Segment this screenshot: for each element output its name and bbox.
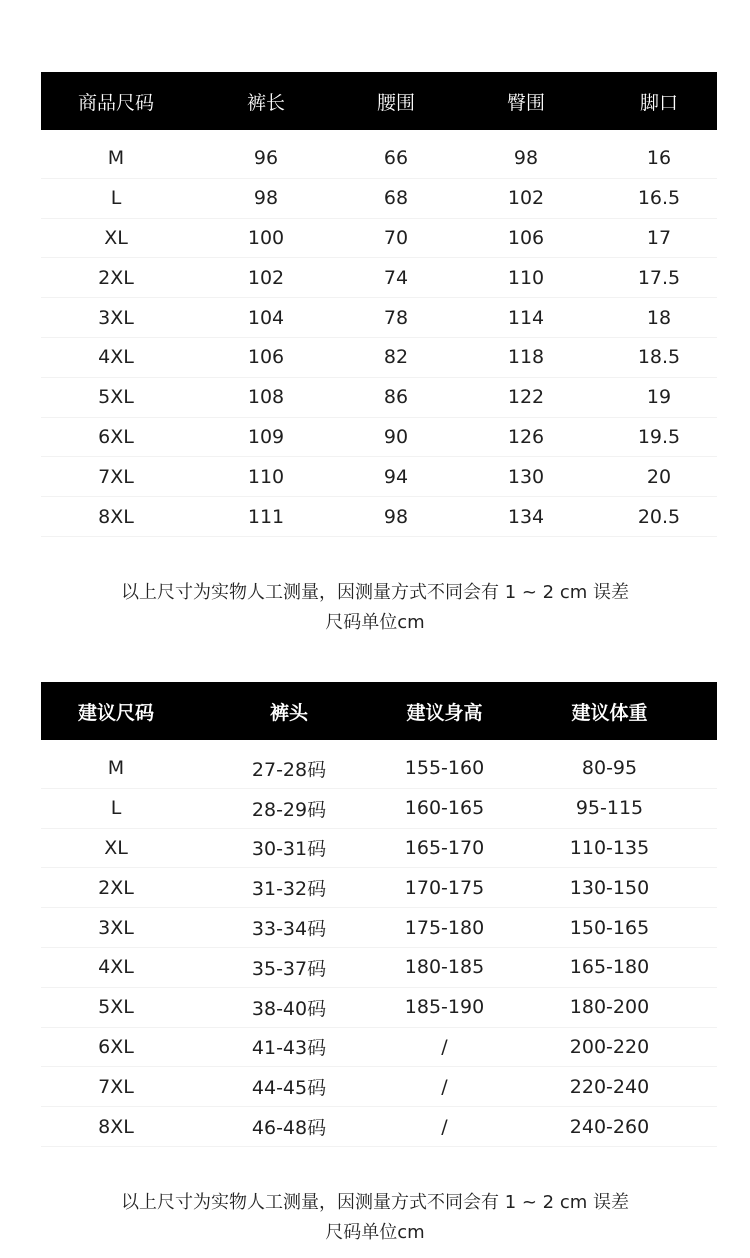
table-row [41, 418, 717, 458]
weight-cell: 165-180 [569, 956, 650, 979]
size-cell: M [107, 757, 125, 780]
leg-opening-cell: 20 [646, 465, 672, 488]
size-cell: 2XL [98, 266, 134, 289]
height-cell: 175-180 [404, 916, 485, 939]
table-row [41, 179, 717, 219]
table-row [41, 1107, 717, 1147]
pants-length-cell: 106 [247, 346, 285, 369]
leg-opening-cell: 17 [646, 226, 672, 249]
size-cell: 4XL [98, 346, 134, 369]
header-leg-opening: 脚口 [639, 91, 678, 114]
table-row [41, 497, 717, 537]
weight-cell: 150-165 [569, 916, 650, 939]
hip-cell: 134 [507, 505, 545, 528]
waist-size-cell: 46-48码 [251, 1117, 327, 1140]
size-cell: L [110, 797, 122, 820]
table-row [41, 948, 717, 988]
waist-cell: 68 [383, 187, 409, 210]
pants-length-cell: 98 [253, 187, 279, 210]
size-cell: 7XL [98, 1075, 134, 1098]
table-row [41, 378, 717, 418]
table-row [41, 789, 717, 829]
pants-length-cell: 110 [247, 465, 285, 488]
weight-cell: 80-95 [581, 757, 638, 780]
hip-cell: 106 [507, 226, 545, 249]
unit-note: 尺码单位cm [325, 1222, 425, 1243]
waist-cell: 70 [383, 226, 409, 249]
recommend-table [41, 682, 717, 1147]
weight-cell: 180-200 [569, 996, 650, 1019]
weight-cell: 110-135 [569, 836, 650, 859]
waist-cell: 78 [383, 306, 409, 329]
measurement-note: 以上尺寸为实物人工测量，因测量方式不同会有 1 ~ 2 cm 误差 [120, 1192, 630, 1213]
weight-cell: 95-115 [575, 797, 644, 820]
size-cell: 3XL [98, 916, 134, 939]
hip-cell: 98 [513, 147, 539, 170]
waist-size-cell: 33-34码 [251, 918, 327, 941]
height-cell: 155-160 [404, 757, 485, 780]
leg-opening-cell: 19.5 [637, 425, 681, 448]
table-row [41, 338, 717, 378]
header-suggested-height: 建议身高 [406, 701, 483, 724]
table-row [41, 1067, 717, 1107]
size-chart-note [0, 578, 750, 638]
measurement-note: 以上尺寸为实物人工测量，因测量方式不同会有 1 ~ 2 cm 误差 [120, 582, 630, 603]
hip-cell: 118 [507, 346, 545, 369]
recommend-header [41, 682, 717, 740]
pants-length-cell: 96 [253, 147, 279, 170]
table-row [41, 1028, 717, 1068]
hip-cell: 110 [507, 266, 545, 289]
pants-length-cell: 108 [247, 386, 285, 409]
weight-cell: 130-150 [569, 876, 650, 899]
waist-size-cell: 31-32码 [251, 878, 327, 901]
weight-cell: 240-260 [569, 1115, 650, 1138]
header-hip: 臀围 [506, 91, 545, 114]
pants-length-cell: 111 [247, 505, 285, 528]
pants-length-cell: 109 [247, 425, 285, 448]
size-cell: XL [104, 836, 128, 859]
table-row [41, 457, 717, 497]
header-pants-length: 裤长 [246, 91, 285, 114]
size-chart-table [41, 72, 717, 537]
waist-size-cell: 28-29码 [251, 798, 327, 821]
size-cell: 8XL [98, 1115, 134, 1138]
header-waist-size: 裤头 [269, 701, 308, 724]
waist-cell: 82 [383, 346, 409, 369]
header-waist: 腰围 [376, 91, 415, 114]
size-cell: 6XL [98, 425, 134, 448]
table-row [41, 258, 717, 298]
height-cell: / [441, 1115, 448, 1138]
leg-opening-cell: 18 [646, 306, 672, 329]
height-cell: 160-165 [404, 797, 485, 820]
table-row [41, 298, 717, 338]
weight-cell: 220-240 [569, 1075, 650, 1098]
leg-opening-cell: 19 [646, 386, 672, 409]
height-cell: 165-170 [404, 836, 485, 859]
header-suggested-weight: 建议体重 [571, 701, 648, 724]
height-cell: 170-175 [404, 876, 485, 899]
pants-length-cell: 102 [247, 266, 285, 289]
size-cell: 8XL [98, 505, 134, 528]
table-row [41, 988, 717, 1028]
size-cell: 6XL [98, 1035, 134, 1058]
weight-cell: 200-220 [569, 1035, 650, 1058]
size-cell: M [107, 147, 125, 170]
leg-opening-cell: 16 [646, 147, 672, 170]
size-chart-header [41, 72, 717, 130]
leg-opening-cell: 18.5 [637, 346, 681, 369]
size-cell: 5XL [98, 386, 134, 409]
pants-length-cell: 104 [247, 306, 285, 329]
waist-cell: 86 [383, 386, 409, 409]
waist-cell: 66 [383, 147, 409, 170]
leg-opening-cell: 20.5 [637, 505, 681, 528]
leg-opening-cell: 17.5 [637, 266, 681, 289]
waist-size-cell: 35-37码 [251, 957, 327, 980]
size-cell: XL [104, 226, 128, 249]
height-cell: / [441, 1035, 448, 1058]
leg-opening-cell: 16.5 [637, 187, 681, 210]
height-cell: 185-190 [404, 996, 485, 1019]
unit-note: 尺码单位cm [325, 612, 425, 633]
waist-size-cell: 27-28码 [251, 758, 327, 781]
waist-cell: 74 [383, 266, 409, 289]
recommend-body [41, 740, 717, 1147]
waist-size-cell: 44-45码 [251, 1077, 327, 1100]
waist-size-cell: 38-40码 [251, 997, 327, 1020]
table-row [41, 829, 717, 869]
size-cell: L [110, 187, 122, 210]
table-row [41, 868, 717, 908]
size-cell: 5XL [98, 996, 134, 1019]
height-cell: 180-185 [404, 956, 485, 979]
table-row [41, 908, 717, 948]
size-cell: 4XL [98, 956, 134, 979]
hip-cell: 130 [507, 465, 545, 488]
waist-cell: 94 [383, 465, 409, 488]
table-row [41, 139, 717, 179]
waist-cell: 98 [383, 505, 409, 528]
height-cell: / [441, 1075, 448, 1098]
hip-cell: 122 [507, 386, 545, 409]
header-suggested-size: 建议尺码 [77, 701, 154, 724]
waist-size-cell: 41-43码 [251, 1037, 327, 1060]
waist-cell: 90 [383, 425, 409, 448]
pants-length-cell: 100 [247, 226, 285, 249]
table-row [41, 749, 717, 789]
hip-cell: 102 [507, 187, 545, 210]
size-cell: 7XL [98, 465, 134, 488]
size-chart-body [41, 130, 717, 537]
table-row [41, 219, 717, 259]
header-product-size: 商品尺码 [77, 91, 154, 114]
hip-cell: 114 [507, 306, 545, 329]
size-cell: 2XL [98, 876, 134, 899]
recommend-note [0, 1188, 750, 1248]
hip-cell: 126 [507, 425, 545, 448]
size-cell: 3XL [98, 306, 134, 329]
waist-size-cell: 30-31码 [251, 838, 327, 861]
